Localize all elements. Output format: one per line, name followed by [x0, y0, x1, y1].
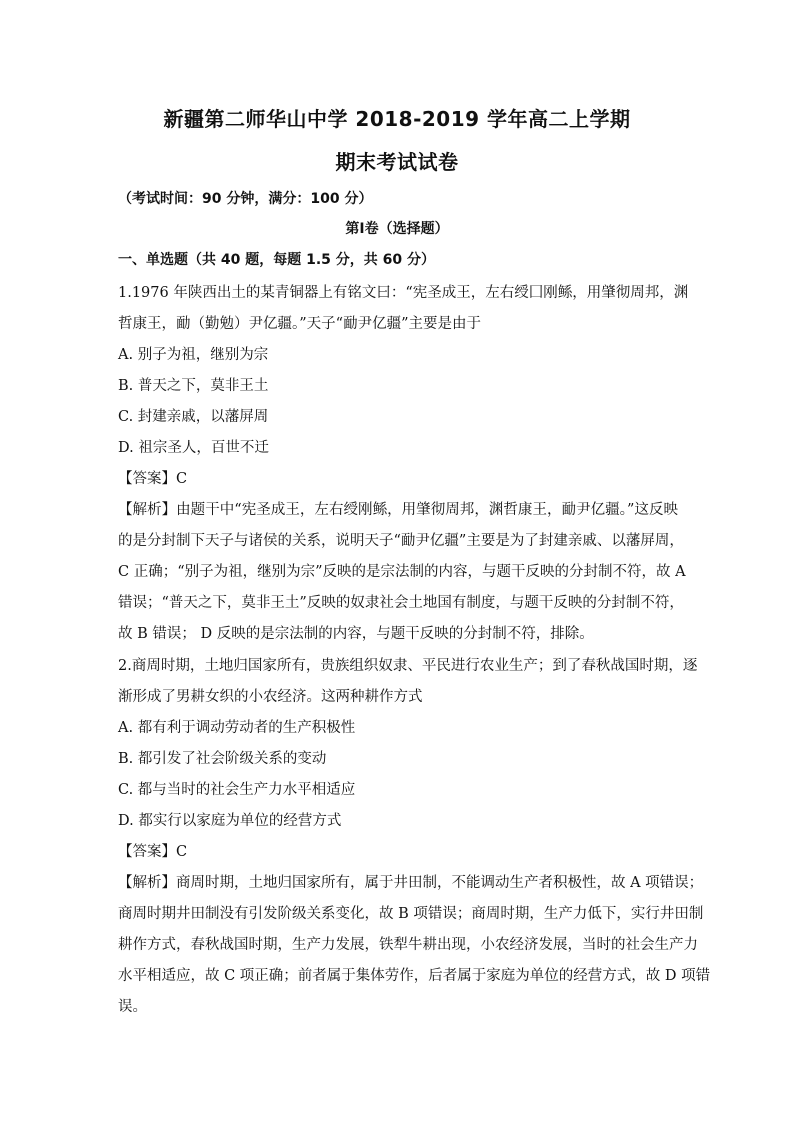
- question-1-stem-line2: 哲康王，勔（勤勉）尹亿疆。”天子“勔尹亿疆”主要是由于: [118, 316, 481, 332]
- question-1-analysis-line: 【解析】由题干中“宪圣成王，左右绶刚鲧，用肇彻周邦，渊哲康王，勔尹亿疆。”这反映: [118, 502, 678, 518]
- question-2-stem-line1: 2.商周时期，土地归国家所有，贵族组织奴隶、平民进行农业生产；到了春秋战国时期，逐: [118, 658, 698, 674]
- question-2-option-a: A. 都有利于调动劳动者的生产积极性: [118, 720, 356, 736]
- question-1-analysis-line: C 正确；“别子为祖，继别为宗”反映的是宗法制的内容，与题干反映的分封制不符，故 A: [118, 564, 686, 580]
- section-title: 一、单选题（共 40 题，每题 1.5 分，共 60 分）: [118, 252, 436, 268]
- question-2-analysis-line: 【解析】商周时期，土地归国家所有，属于井田制，不能调动生产者积极性，故 A 项错误；: [118, 875, 704, 891]
- question-1-answer: 【答案】C: [118, 471, 188, 487]
- exam-title-line1: 新疆第二师华山中学 2018-2019 学年高二上学期: [163, 107, 631, 131]
- question-2-analysis-line: 耕作方式，春秋战国时期，生产力发展，铁犁牛耕出现，小农经济发展，当时的社会生产力: [118, 937, 698, 953]
- question-1-stem-line1: 1.1976 年陕西出土的某青铜器上有铭文曰：“宪圣成王，左右绶囗刚鲧，用肇彻周邦，渊: [118, 285, 689, 301]
- question-2-option-d: D. 都实行以家庭为单位的经营方式: [118, 813, 342, 829]
- question-1-analysis-line: 错误；“普天之下，莫非王土”反映的奴隶社会土地国有制度，与题干反映的分封制不符，: [118, 595, 684, 611]
- question-2-answer: 【答案】C: [118, 844, 188, 860]
- volume-title: 第Ⅰ卷（选择题）: [345, 221, 449, 237]
- question-2-analysis-line: 水平相适应，故 C 项正确；前者属于集体劳作，后者属于家庭为单位的经营方式，故 D 项错: [118, 968, 711, 984]
- question-2-analysis-line: 误。: [118, 999, 147, 1015]
- question-1-option-c: C. 封建亲戚，以藩屏周: [118, 409, 269, 425]
- question-2-stem-line2: 渐形成了男耕女织的小农经济。这两种耕作方式: [118, 689, 423, 705]
- question-1-analysis-line: 的是分封制下天子与诸侯的关系，说明天子“勔尹亿疆”主要是为了封建亲戚、以藩屏周，: [118, 533, 684, 549]
- question-1-option-b: B. 普天之下，莫非王土: [118, 378, 269, 394]
- question-1-option-d: D. 祖宗圣人，百世不迁: [118, 440, 269, 456]
- question-2-option-b: B. 都引发了社会阶级关系的变动: [118, 751, 327, 767]
- exam-title-line2: 期末考试试卷: [335, 150, 459, 174]
- question-1-analysis-line: 故 B 错误； D 反映的是宗法制的内容，与题干反映的分封制不符，排除。: [118, 626, 594, 642]
- question-2-option-c: C. 都与当时的社会生产力水平相适应: [118, 782, 356, 798]
- question-1-option-a: A. 别子为祖，继别为宗: [118, 347, 269, 363]
- exam-info: （考试时间：90 分钟，满分：100 分）: [118, 191, 373, 207]
- question-2-analysis-line: 商周时期井田制没有引发阶级关系变化，故 B 项错误；商周时期，生产力低下，实行井田制: [118, 906, 704, 922]
